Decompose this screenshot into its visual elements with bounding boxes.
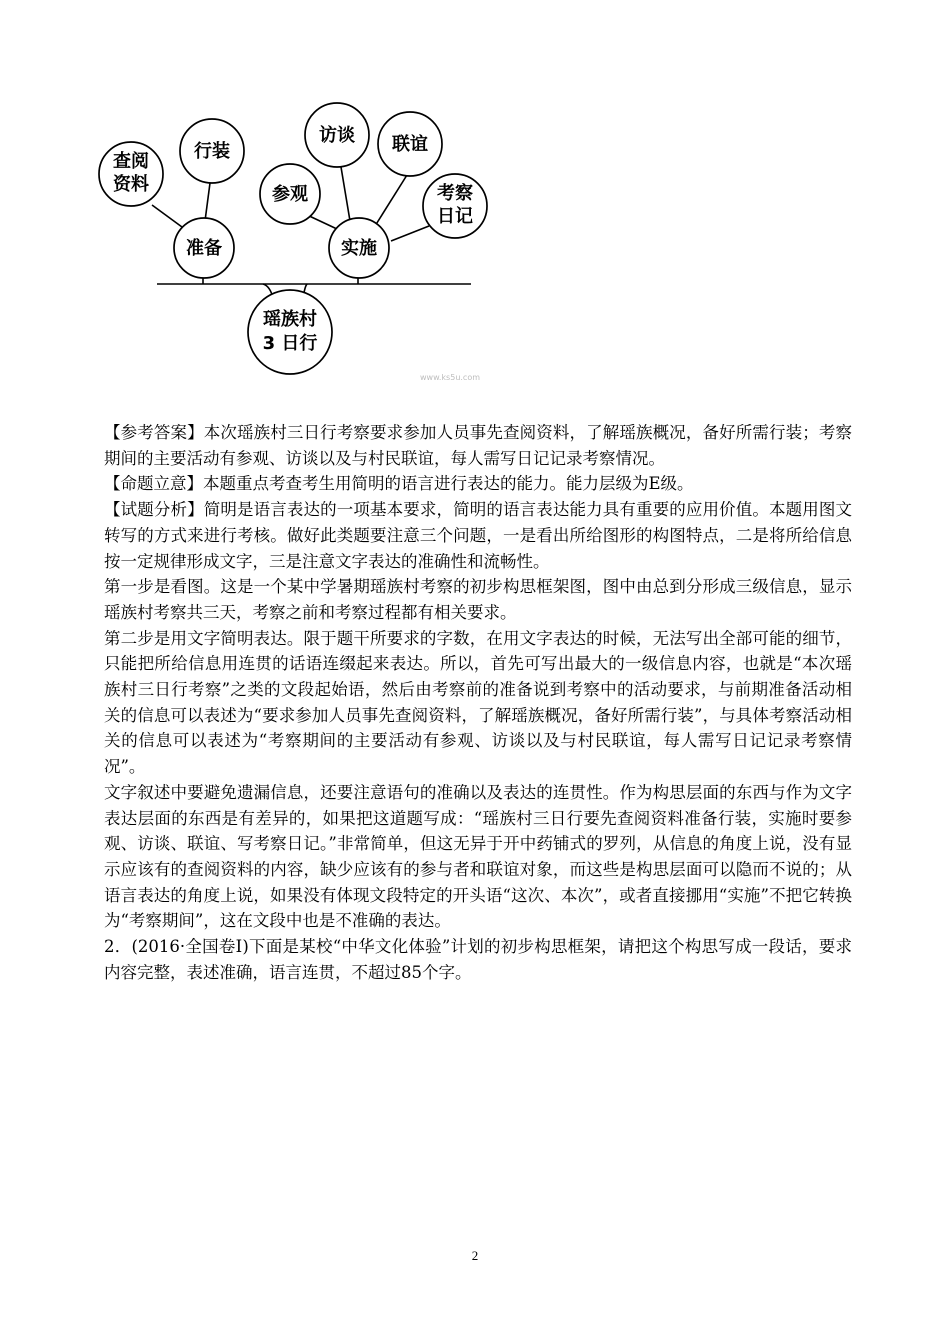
question-two-paragraph: 2．(2016·全国卷Ⅰ)下面是某校“中华文化体验”计划的初步构思框架，请把这个构思写成一段话，要求内容完整，表述准确，语言连贯，不超过85个字。 <box>104 937 852 982</box>
root-node <box>248 290 332 374</box>
step-two-paragraph: 第二步是用文字简明表达。限于题干所要求的字数，在用文字表达的时候，无法写出全部可能的细节，只能把所给信息用连贯的话语连缀起来表达。所以，首先可写出最大的一级信息内容，也就是“本次瑶族村三日行考察”之类的文段起始语，然后由考察前的准备说到考察中的活动要求，与前期准备活动相关的信息可以表述为“要求参加人员事先查阅资料，了解瑶族概况，备好所需行装”，与具体考察活动相关的信息可以表述为“考察期间的主要活动有参观、访谈以及与村民联谊，每人需写日记记录考察情况”。 <box>104 628 852 777</box>
reference-answer-paragraph: 【参考答案】本次瑶族村三日行考察要求参加人员事先查阅资料，了解瑶族概况，备好所需行装；考察期间的主要活动有参观、访谈以及与村民联谊，每人需写日记记录考察情况。 <box>104 423 852 468</box>
connector-xingzhuang <box>205 183 210 221</box>
kaocha-label-line2: 日记 <box>437 206 473 227</box>
analysis-paragraph: 【试题分析】简明是语言表达的一项基本要求，简明的语言表达能力具有重要的应用价值。本题用图文转写的方式来进行考核。做好此类题要注意三个问题，一是看出所给图形的构图特点，二是将所给信息按一定规律形成文字，三是注意文字表达的准确性和流畅性。 <box>104 500 852 571</box>
connector-kaocha <box>391 226 429 241</box>
connector-fangtan <box>341 167 350 221</box>
watermark-text: www.ks5u.com <box>419 373 481 382</box>
root-label-line1: 瑶族村 <box>263 309 317 330</box>
kaocha-label-line1: 考察 <box>437 183 473 204</box>
lianyi-label: 联谊 <box>392 134 428 155</box>
xingzhuang-label: 行装 <box>194 141 230 162</box>
connector-lianyi <box>375 175 407 226</box>
concept-tree-svg <box>95 88 525 388</box>
implement-label: 实施 <box>341 238 377 259</box>
intent-paragraph: 【命题立意】本题重点考查考生用简明的语言进行表达的能力。能力层级为E级。 <box>104 474 694 494</box>
root-label-line2: 3 日行 <box>262 333 318 354</box>
answer-analysis-text <box>104 420 852 985</box>
page-number: 2 <box>471 1248 479 1263</box>
chayue-label-line1: 查阅 <box>113 151 149 172</box>
canguan-label: 参观 <box>272 184 308 205</box>
connector-chayue <box>152 205 182 227</box>
concept-tree-diagram <box>95 88 525 388</box>
chayue-label-line2: 资料 <box>113 174 149 195</box>
notes-paragraph: 文字叙述中要避免遗漏信息，还要注意语句的准确以及表达的连贯性。作为构思层面的东西与作为文字表达层面的东西是有差异的，如果把这道题写成：“瑶族村三日行要先查阅资料准备行装，实施时要参观、访谈、联谊、写考察日记。”非常简单，但这无异于开中药铺式的罗列，从信息的角度上说，没有显示应该有的查阅资料的内容，缺少应该有的参与者和联谊对象，而这些是构思层面可以隐而不说的；从语言表达的角度上说，如果没有体现文段特定的开头语“这次、本次”，或者直接挪用“实施”不把它转换为“考察期间”，这在文段中也是不准确的表达。 <box>104 782 852 931</box>
fangtan-label: 访谈 <box>319 125 355 146</box>
step-one-paragraph: 第一步是看图。这是一个某中学暑期瑶族村考察的初步构思框架图，图中由总到分形成三级信息，显示瑶族村考察共三天，考察之前和考察过程都有相关要求。 <box>104 577 852 622</box>
prepare-label: 准备 <box>186 238 222 259</box>
